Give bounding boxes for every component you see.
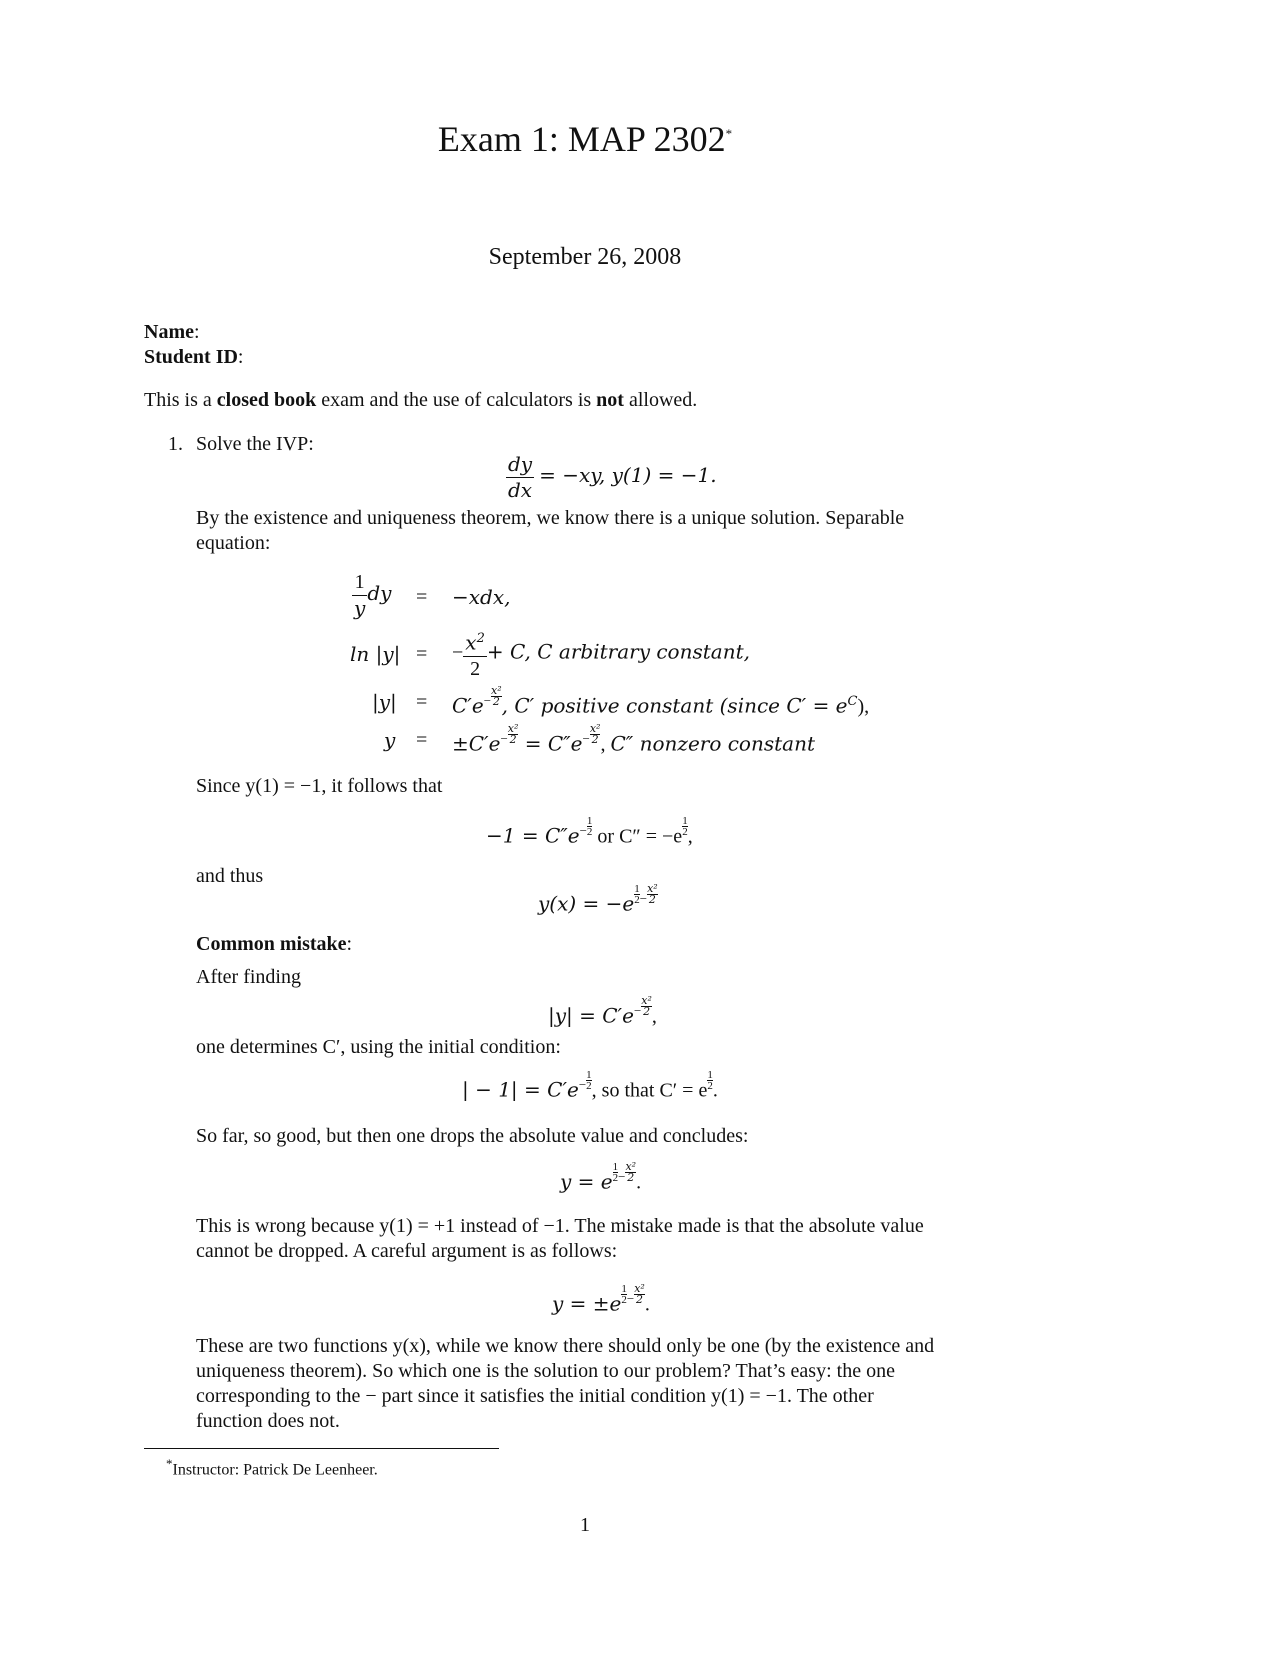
step-3-equals: =	[416, 691, 428, 713]
determines-text: one determines C′, using the initial condition:	[196, 1036, 561, 1058]
step-3-lhs: |y|	[372, 690, 397, 714]
page-number: 1	[580, 1514, 590, 1536]
exam-date: September 26, 2008	[488, 244, 682, 270]
existence-text-line1: By the existence and uniqueness theorem, we know there is a unique solution. Separable	[196, 507, 905, 529]
step-4-lhs: y	[384, 728, 396, 752]
existence-text-line2: equation:	[196, 532, 271, 554]
student-id-field-label: Student ID:	[144, 346, 244, 368]
step-1: $\frac{1}{y}$ dy	[354, 571, 392, 620]
step-4-rhs: ±C′e− $\frac{\text{x²}}{2}$ = C″e− $\frac{\text{x²}}{2}$ , C″ nonzero constant	[452, 722, 815, 756]
plus-minus-equation: y = ±e $\frac{1}{2}$ − $\frac{\text{x²}}{2}$ .	[552, 1282, 650, 1316]
step-4-equals: =	[416, 729, 428, 751]
problem-prompt: Solve the IVP:	[196, 433, 314, 455]
step-3-rhs: C′e− $\frac{\text{x²}}{2}$ , C′ positive constant (since $C' = e^C$),	[452, 684, 870, 718]
step-1-rhs: −xdx,	[452, 585, 511, 609]
step-1-equals: =	[416, 586, 428, 608]
after-finding-text: After finding	[196, 966, 301, 988]
ivp-equation: $\frac{dy}{dx}$ = −xy, y(1) = −1.	[508, 452, 717, 502]
footnote: *Instructor: Patrick De Leenheer.	[166, 1456, 378, 1479]
page-title: Exam 1: MAP 2302*	[437, 119, 733, 159]
solution-equation: y(x) = −e $\frac{1}{2}$ − $\frac{\text{x²}}{2}$	[538, 882, 658, 916]
wrong-solution-equation: y = e $\frac{1}{2}$ − $\frac{\text{x²}}{2}$ .	[560, 1160, 642, 1194]
common-mistake-heading: Common mistake:	[196, 933, 353, 955]
problem-number: 1.	[168, 433, 183, 455]
wrong-explanation-line1: This is wrong because y(1) = +1 instead of −1. The mistake made is that the absolute value	[196, 1215, 924, 1237]
footnote-divider	[144, 1448, 499, 1449]
wrong-explanation-line2: cannot be dropped. A careful argument is as follows:	[196, 1240, 618, 1262]
final-text-line3: corresponding to the − part since it satisfies the initial condition y(1) = −1. The other	[196, 1385, 874, 1407]
final-text-line1: These are two functions y(x), while we know there should only be one (by the existence and	[196, 1335, 935, 1357]
and-thus-text: and thus	[196, 865, 264, 887]
final-text-line2: uniqueness theorem). So which one is the solution to our problem? That’s easy: the one	[196, 1360, 895, 1382]
step-2-lhs: ln |y|	[350, 642, 401, 666]
absolute-value-equation: |y| = C′e− $\frac{\text{x²}}{2}$ ,	[548, 994, 657, 1028]
constant-equation: −1 = C″e− $\frac{1}{2}$ or C″ = −e $\frac{1}{2}$ ,	[486, 815, 693, 848]
name-field-label: Name:	[144, 321, 200, 343]
step-2-rhs: − $\frac{x^2}{2}$ + C, C arbitrary constant,	[452, 626, 750, 682]
initial-condition-equation: | − 1| = C′e− $\frac{1}{2}$ , so that C′ = e $\frac{1}{2}$ .	[462, 1069, 718, 1102]
exam-instructions: This is a closed book exam and the use of calculators is not allowed.	[144, 389, 698, 411]
step-2-equals: =	[416, 643, 428, 665]
so-far-text: So far, so good, but then one drops the absolute value and concludes:	[196, 1125, 749, 1147]
since-text: Since y(1) = −1, it follows that	[196, 775, 443, 797]
final-text-line4: function does not.	[196, 1410, 340, 1432]
